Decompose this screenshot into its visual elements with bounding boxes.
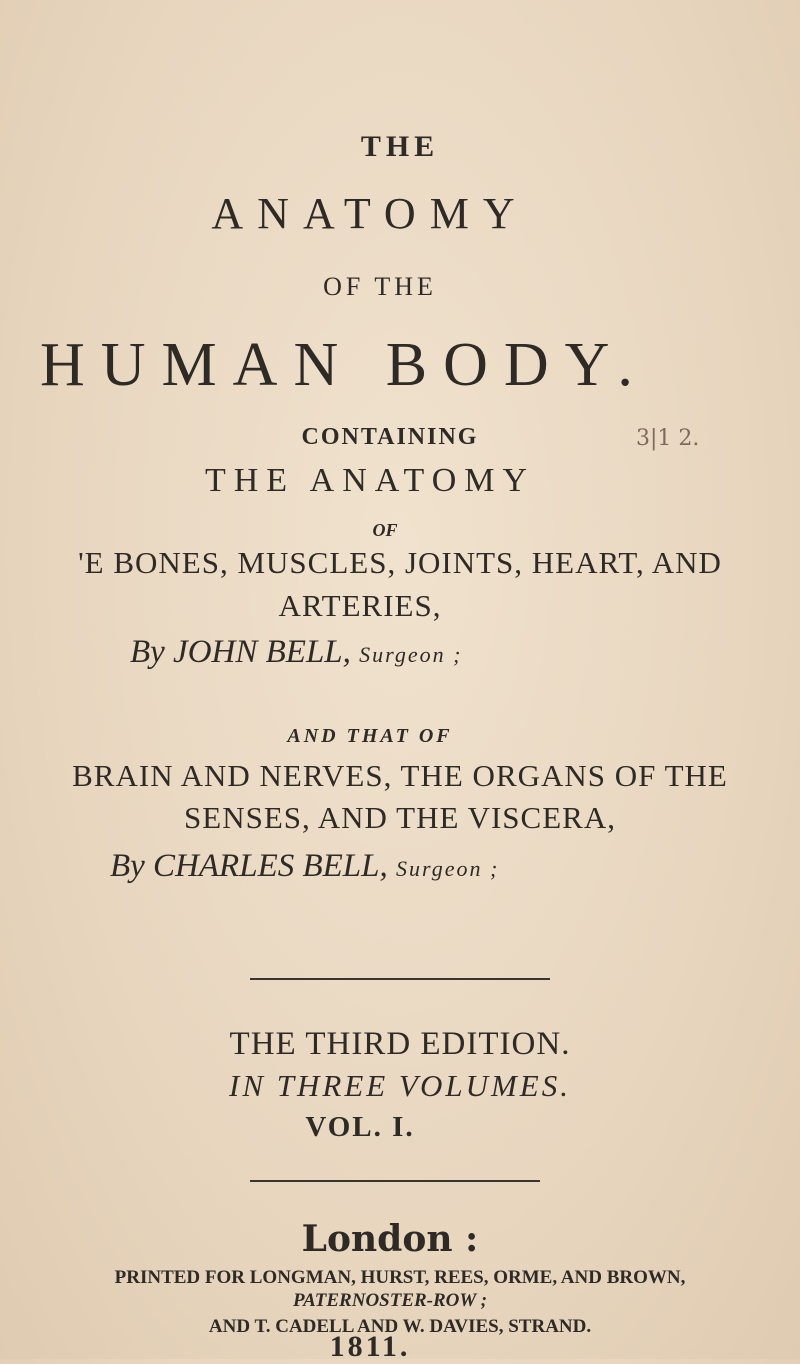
heading-anatomy: ANATOMY <box>211 189 529 238</box>
imprint-cadell: AND T. CADELL AND W. DAVIES, STRAND. <box>208 1316 592 1337</box>
author-charles-role: Surgeon ; <box>396 856 500 881</box>
author-charles-bell <box>110 848 499 885</box>
divider-rule <box>250 1180 540 1182</box>
divider-rule <box>250 978 550 980</box>
and-that-of-label: AND THAT OF <box>287 725 453 747</box>
brain-line: BRAIN AND NERVES, THE ORGANS OF THE <box>72 758 728 793</box>
heading-of-the: OF THE <box>323 272 437 301</box>
containing-label: CONTAINING <box>301 424 479 450</box>
imprint-year: 1811. <box>329 1330 411 1363</box>
edition-line: THE THIRD EDITION. <box>229 1026 571 1062</box>
senses-line: SENSES, AND THE VISCERA, <box>184 800 616 835</box>
author-john-bell <box>130 634 463 671</box>
heading-human-body: HUMAN BODY. <box>40 331 649 399</box>
author-john-name: By JOHN BELL, <box>130 634 351 670</box>
author-charles-name: By CHARLES BELL, <box>110 848 388 884</box>
imprint-paternoster: PATERNOSTER-ROW ; <box>292 1290 488 1311</box>
bones-line: 'E BONES, MUSCLES, JOINTS, HEART, AND <box>78 545 722 580</box>
volume-number: VOL. I. <box>305 1111 415 1143</box>
volumes-line: IN THREE VOLUMES. <box>229 1068 571 1103</box>
of-label: OF <box>372 520 398 540</box>
imprint-printed-for: PRINTED FOR LONGMAN, HURST, REES, ORME, AND BROWN, <box>114 1267 686 1288</box>
subheading-anatomy: THE ANATOMY <box>204 462 536 499</box>
library-stamp: 3|1 2. <box>636 426 700 451</box>
heading-the: THE <box>360 130 440 163</box>
arteries-line: ARTERIES, <box>278 588 442 623</box>
imprint-london: London : <box>301 1218 479 1260</box>
author-john-role: Surgeon ; <box>359 642 463 667</box>
